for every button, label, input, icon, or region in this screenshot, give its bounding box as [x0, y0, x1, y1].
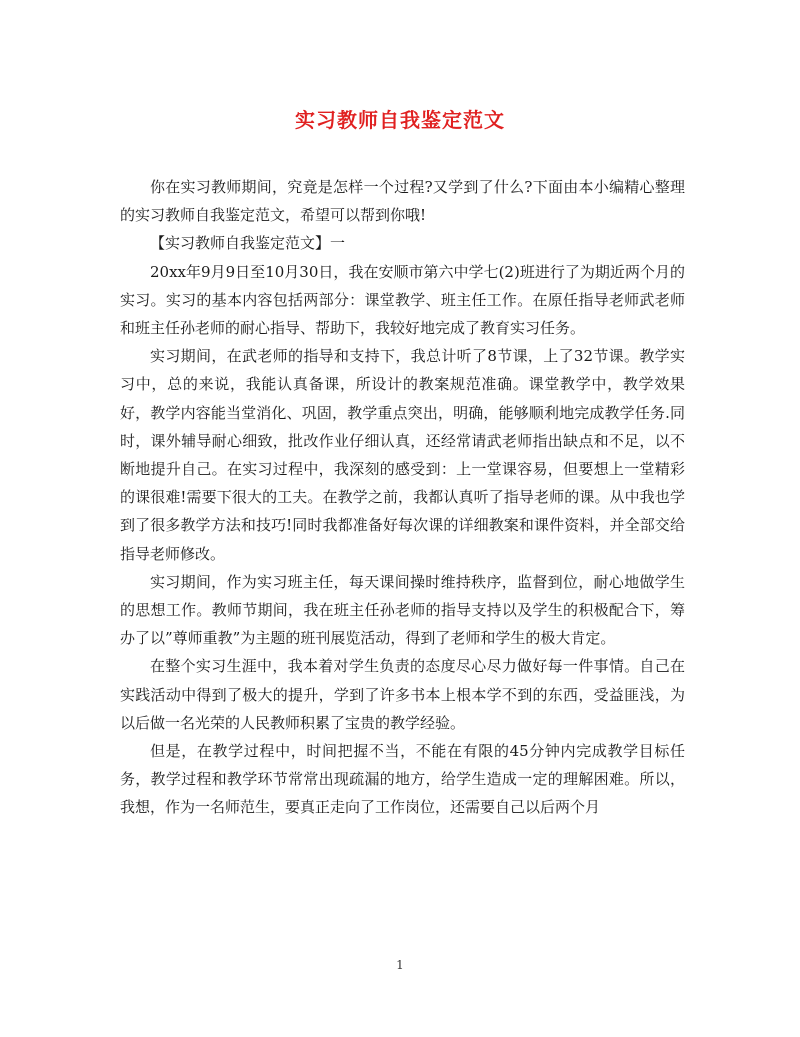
- document-title: 实习教师自我鉴定范文: [295, 108, 505, 132]
- paragraph-class-teacher-work: 实习期间，作为实习班主任，每天课间操时维持秩序，监督到位，耐心地做学生的思想工作。教师节期间，我在班主任孙老师的指导支持以及学生的积极配合下，筹办了以”尊师重教”为主题的班刊展览活动，得到了老师和学生的极大肯定。: [120, 572, 685, 648]
- paragraph-intro: 你在实习教师期间，究竟是怎样一个过程?又学到了什么?下面由本小编精心整理的实习教师自我鉴定范文，希望可以帮到你哦!: [120, 178, 685, 225]
- paragraph-reflection: 在整个实习生涯中，我本着对学生负责的态度尽心尽力做好每一件事情。自己在实践活动中得到了极大的提升，学到了许多书本上根本学不到的东西，受益匪浅，为以后做一名光荣的人民教师积累了宝贵的教学经验。: [120, 657, 685, 732]
- paragraph-section-heading: 【实习教师自我鉴定范文】一: [150, 234, 346, 253]
- page-number: 1: [396, 958, 404, 972]
- paragraph-shortcomings: 但是，在教学过程中，时间把握不当，不能在有限的45分钟内完成教学目标任务，教学过程和教学环节常常出现疏漏的地方，给学生造成一定的理解困难。所以，我想，作为一名师范生，要真正走向了工作岗位，还需要自己以后两个月: [120, 742, 685, 817]
- document-body: [120, 173, 685, 822]
- paragraph-teaching-practice: 实习期间，在武老师的指导和支持下，我总计听了8节课，上了32节课。教学实习中，总的来说，我能认真备课，所设计的教案规范准确。课堂教学中，教学效果好，教学内容能当堂消化、巩固，教学重点突出，明确，能够顺利地完成教学任务.同时，课外辅导耐心细致，批改作业仔细认真，还经常请武老师指出缺点和不足，以不断地提升自己。在实习过程中，我深刻的感受到：上一堂课容易，但要想上一堂精彩的课很难!需要下很大的工夫。在教学之前，我都认真听了指导老师的课。从中我也学到了很多教学方法和技巧!同时我都准备好每次课的详细教案和课件资料，并全部交给指导老师修改。: [120, 347, 685, 563]
- paragraph-internship-overview: 20xx年9月9日至10月30日，我在安顺市第六中学七(2)班进行了为期近两个月的实习。实习的基本内容包括两部分：课堂教学、班主任工作。在原任指导老师武老师和班主任孙老师的耐心指导、帮助下，我较好地完成了教育实习任务。: [120, 262, 685, 338]
